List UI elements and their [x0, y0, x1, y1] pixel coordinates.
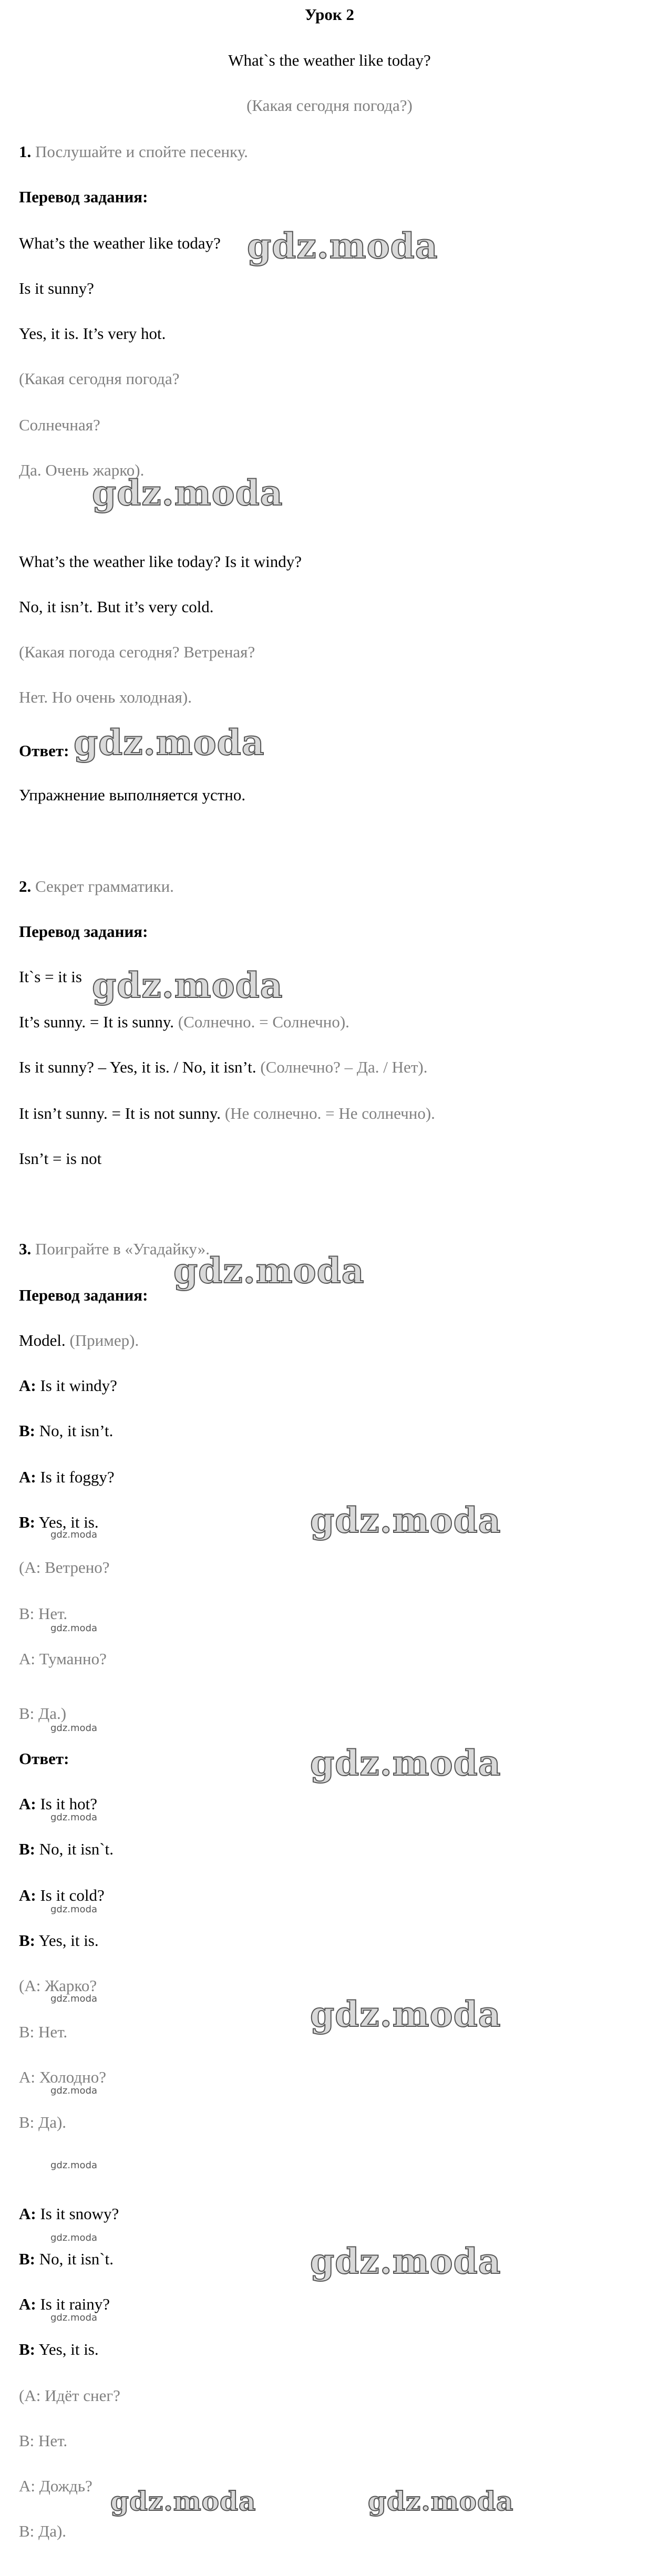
answer-line-translation: B: Нет.	[19, 2431, 68, 2450]
exercise-1-heading: 1. Послушайте и спойте песенку.	[19, 142, 248, 161]
song-line: No, it isn’t. But it’s very cold.	[19, 597, 214, 616]
exercise-2-translation-label: Перевод задания:	[19, 922, 148, 941]
exercise-1-translation-label: Перевод задания:	[19, 188, 148, 206]
dialogue-line: A: Is it windy?	[19, 1376, 117, 1395]
watermark-small: gdz.moda	[50, 1904, 98, 1915]
dialogue-line-translation: A: Туманно?	[19, 1650, 107, 1668]
answer-line: A: Is it hot?	[19, 1795, 97, 1813]
watermark: gdz.moda	[92, 965, 283, 1006]
exercise-3-answer-label: Ответ:	[19, 1749, 69, 1768]
watermark-small: gdz.moda	[50, 2085, 98, 2096]
answer-line-translation: B: Да).	[19, 2113, 67, 2131]
answer-line-translation: A: Холодно?	[19, 2068, 106, 2086]
dialogue-line-translation: B: Да.)	[19, 1704, 67, 1723]
watermark-small: gdz.moda	[50, 2312, 98, 2323]
watermark-small: gdz.moda	[50, 1993, 98, 2004]
answer-line: A: Is it rainy?	[19, 2295, 110, 2313]
watermark-small: gdz.moda	[50, 1812, 98, 1823]
dialogue-line-translation: (A: Ветрено?	[19, 1558, 110, 1576]
watermark-small: gdz.moda	[50, 2232, 98, 2243]
song-line: Yes, it is. It’s very hot.	[19, 324, 166, 343]
song-line-translation: Да. Очень жарко).	[19, 461, 145, 479]
watermark-small: gdz.moda	[50, 1723, 98, 1734]
grammar-example: It isn’t sunny. = It is not sunny. (Не солнечно. = Не солнечно).	[19, 1104, 435, 1122]
song-line: What’s the weather like today?	[19, 234, 221, 252]
answer-line: B: Yes, it is.	[19, 2340, 99, 2358]
watermark-small: gdz.moda	[50, 1529, 98, 1540]
song-line-translation: Солнечная?	[19, 416, 100, 434]
answer-line: B: Yes, it is.	[19, 1931, 99, 1950]
answer-line: A: Is it snowy?	[19, 2204, 119, 2223]
watermark-small: gdz.moda	[50, 1623, 98, 1634]
answer-line: B: No, it isn`t.	[19, 1840, 114, 1858]
answer-line: B: No, it isn`t.	[19, 2250, 114, 2268]
watermark: gdz.moda	[92, 472, 283, 513]
answer-line-translation: (A: Жарко?	[19, 1976, 97, 1995]
model-label: Model. (Пример).	[19, 1331, 139, 1349]
watermark: gdz.moda	[310, 1500, 501, 1541]
exercise-1-answer: Упражнение выполняется устно.	[19, 786, 246, 804]
exercise-3-heading: 3. Поиграйте в «Угадайку».	[19, 1240, 210, 1258]
song-line-translation: Нет. Но очень холодная).	[19, 688, 192, 706]
dialogue-line: A: Is it foggy?	[19, 1468, 115, 1486]
watermark: gdz.moda	[368, 2486, 514, 2517]
answer-line-translation: (A: Идёт снег?	[19, 2386, 120, 2405]
song-line-translation: (Какая погода сегодня? Ветреная?	[19, 643, 255, 661]
watermark: gdz.moda	[247, 225, 438, 266]
exercise-2-heading: 2. Секрет грамматики.	[19, 877, 174, 895]
grammar-rule: It`s = it is	[19, 967, 82, 986]
exercise-1-answer-label: Ответ:	[19, 741, 69, 760]
watermark: gdz.moda	[74, 722, 265, 763]
answer-line: A: Is it cold?	[19, 1886, 105, 1904]
grammar-example: It’s sunny. = It is sunny. (Солнечно. = Солнечно).	[19, 1013, 349, 1031]
dialogue-line: B: No, it isn’t.	[19, 1421, 114, 1440]
song-line: Is it sunny?	[19, 279, 94, 297]
answer-line-translation: B: Да).	[19, 2522, 67, 2540]
answer-line-translation: A: Дождь?	[19, 2477, 92, 2495]
watermark: gdz.moda	[310, 1994, 501, 2035]
grammar-rule: Isn’t = is not	[19, 1149, 102, 1168]
grammar-example: Is it sunny? – Yes, it is. / No, it isn’t. (Солнечно? – Да. / Нет).	[19, 1058, 428, 1076]
dialogue-line-translation: B: Нет.	[19, 1604, 68, 1623]
watermark-small: gdz.moda	[50, 2160, 98, 2171]
watermark: gdz.moda	[310, 1743, 501, 1784]
watermark: gdz.moda	[310, 2241, 501, 2282]
song-line: What’s the weather like today? Is it windy?	[19, 552, 302, 571]
exercise-3-translation-label: Перевод задания:	[19, 1286, 148, 1304]
watermark: gdz.moda	[173, 1250, 365, 1291]
dialogue-line: B: Yes, it is.	[19, 1513, 99, 1531]
answer-line-translation: B: Нет.	[19, 2023, 68, 2041]
song-line-translation: (Какая сегодня погода?	[19, 369, 180, 388]
lesson-subtitle-translation: (Какая сегодня погода?)	[246, 96, 413, 115]
lesson-subtitle: What`s the weather like today?	[228, 51, 431, 69]
page-title: Урок 2	[304, 5, 355, 24]
watermark: gdz.moda	[110, 2486, 256, 2517]
